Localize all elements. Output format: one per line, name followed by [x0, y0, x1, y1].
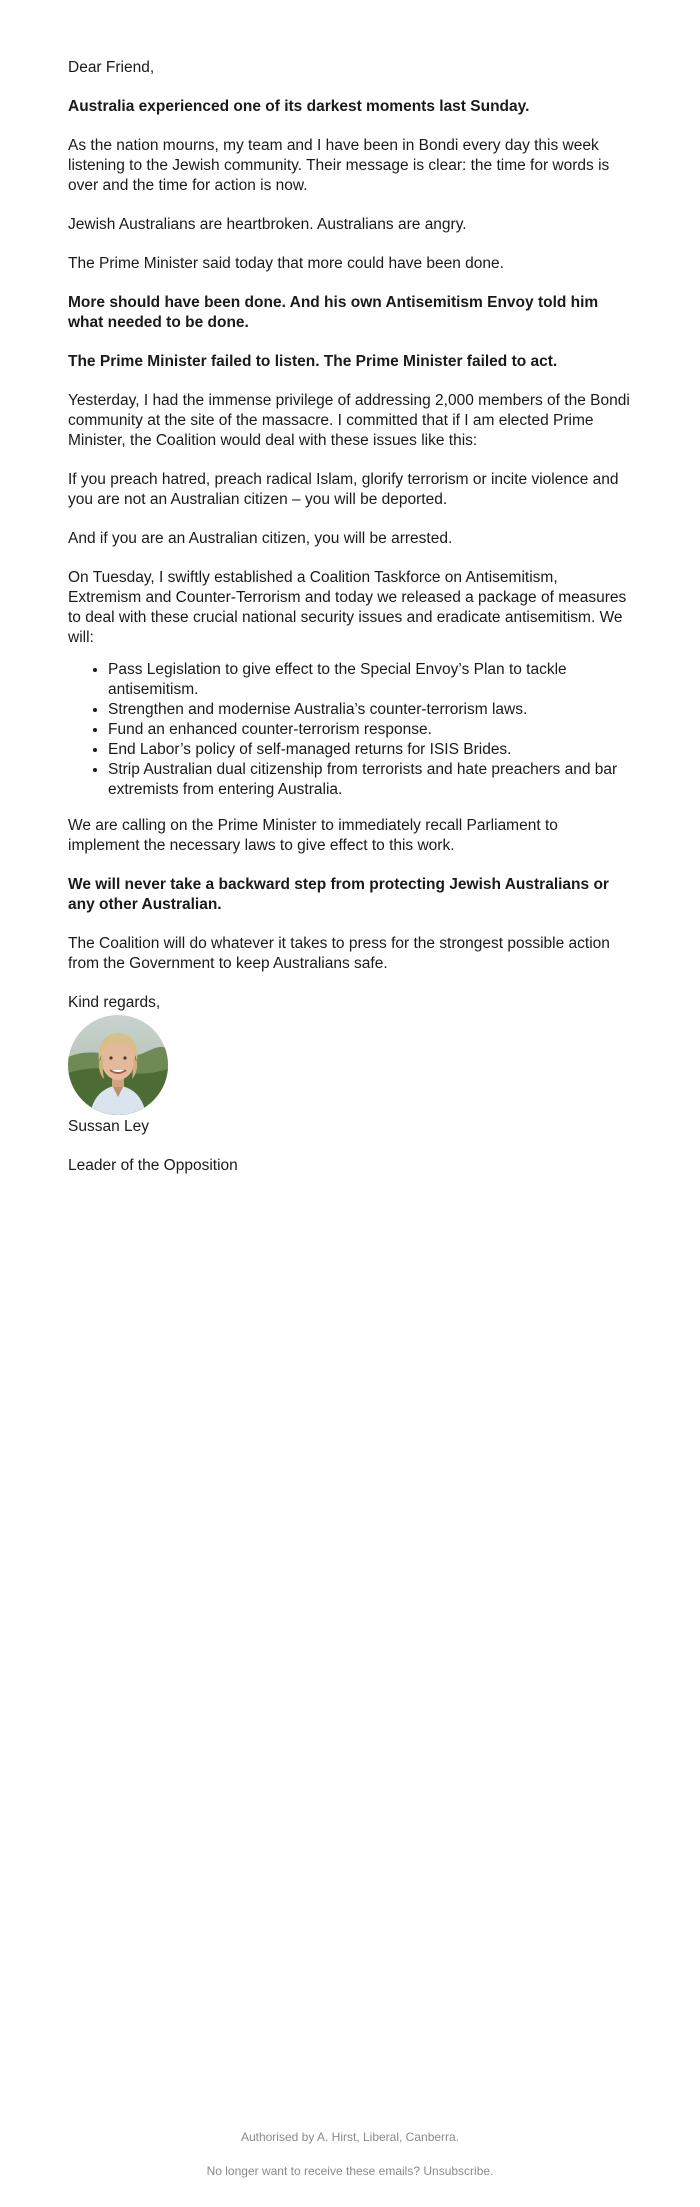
paragraph: More should have been done. And his own Antisemitism Envoy told him what needed to be done. [68, 294, 599, 331]
paragraph: Yesterday, I had the immense privilege of addressing 2,000 members of the Bondi community at the site of the massacre. I committed that if I am elected Prime Minister, the Coalition would deal with these issues like this: [68, 392, 630, 449]
paragraph: And if you are an Australian citizen, you will be arrested. [68, 530, 453, 547]
unsubscribe-suffix: . [490, 2164, 494, 2178]
list-item: • Pass Legislation to give effect to the Special Envoy’s Plan to tackle antisemitism. [108, 660, 632, 700]
paragraph: Australia experienced one of its darkest moments last Sunday. [68, 98, 530, 115]
unsubscribe-link[interactable]: Unsubscribe [423, 2164, 491, 2178]
list-item: • Fund an enhanced counter-terrorism response. [108, 720, 632, 740]
list-item: • End Labor’s policy of self-managed returns for ISIS Brides. [108, 740, 632, 760]
greeting: Dear Friend, [68, 59, 155, 76]
paragraph: On Tuesday, I swiftly established a Coalition Taskforce on Antisemitism, Extremism and Counter-Terrorism and today we released a package of measures to deal with these crucial national security issues and eradicate antisemitism. We will: [68, 569, 627, 646]
list-item: • Strip Australian dual citizenship from terrorists and hate preachers and bar extremists from entering Australia. [108, 760, 632, 800]
signature-name: Sussan Ley [68, 1118, 149, 1135]
paragraph: Jewish Australians are heartbroken. Australians are angry. [68, 216, 467, 233]
paragraph: As the nation mourns, my team and I have been in Bondi every day this week listening to the Jewish community. Their message is clear: the time for words is over and the time for action is now. [68, 137, 610, 194]
paragraph: We are calling on the Prime Minister to immediately recall Parliament to implement the necessary laws to give effect to this work. [68, 817, 558, 854]
closing: Kind regards, [68, 994, 161, 1011]
list-item: • Strengthen and modernise Australia’s counter-terrorism laws. [108, 700, 632, 720]
paragraph: The Coalition will do whatever it takes to press for the strongest possible action from the Government to keep Australians safe. [68, 935, 610, 972]
paragraph: If you preach hatred, preach radical Islam, glorify terrorism or incite violence and you are not an Australian citizen – you will be deported. [68, 471, 619, 508]
unsubscribe-notice [0, 2164, 700, 2178]
letter-body [68, 58, 632, 1195]
portrait-image [68, 1015, 168, 1115]
authorisation-notice: Authorised by A. Hirst, Liberal, Canberra. [240, 2130, 460, 2144]
paragraph: The Prime Minister failed to listen. The Prime Minister failed to act. [68, 353, 558, 370]
paragraph: The Prime Minister said today that more could have been done. [68, 255, 504, 272]
measures-list [68, 660, 632, 800]
paragraph: We will never take a backward step from protecting Jewish Australians or any other Australian. [68, 876, 609, 913]
unsubscribe-prefix: No longer want to receive these emails? [206, 2164, 424, 2178]
signature-title: Leader of the Opposition [68, 1157, 238, 1174]
signature-avatar [68, 1015, 168, 1115]
